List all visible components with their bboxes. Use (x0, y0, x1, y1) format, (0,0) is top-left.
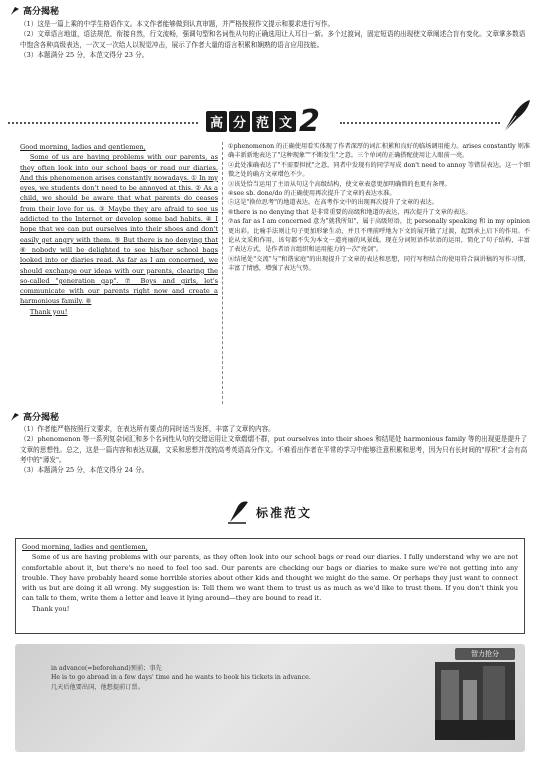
street-photo-icon (435, 662, 515, 740)
quill-pen-icon (500, 98, 532, 134)
essay-1-greeting: Good morning, ladies and gentlemen, (20, 143, 146, 151)
section2-heading-text: 高分揭秘 (23, 413, 60, 423)
note-5: ⑤这是"换位思考"的地道表达。在高考作文中的出现再次提升了文章的表达。 (228, 199, 438, 207)
section1-heading-text: 高分揭秘 (23, 7, 60, 17)
column-divider (222, 142, 223, 404)
section2-para-3: （3）本题满分 25 分，本范文得分 24 分。 (20, 466, 149, 475)
essay-1-body: Some of us are having problems with our parents, as they often look into our school bags or read our diaries. And this phenomenon arises constantly nowadays. ① In my eyes, we students don't need to be annoyed at this. ② As a child, we should be aware that what parents do ceases from their love for us. ③ Maybe they are afraid to see us addicted to the Internet or develop some bad habits. ④ I hope that we can put ourselves into their shoes and don't easily get angry with them. ⑤ But there is no denying that ⑥ nobody will be delighted to see his/her school bags looked into or diaries read. As far as I am concerned, we should exchange our ideas with our parents, clearing the so-called "generation gap". ⑦ Boys and girls, let's communicate with our parents right now and create a harmonious family. ⑧ (20, 153, 218, 306)
vocabulary-badge: 智力抢分 (455, 648, 515, 660)
section1-para-2: （2）文章语言地道，语法规范，衔接自然，行文流畅，强调句型和名词性从句的正确选用让人耳目一新。多个过渡词，固定短语的出现使文章阐述合盲有变化。文章掌多数语中饱含各种高级表达，一次又一次给人以视觉冲击，展示了作者大量的语言积累和娴熟的语言应用技能。 (20, 30, 526, 49)
banner-left-rule (8, 122, 198, 124)
note-7: ⑦as far as I am concerned 意为"就我所知"，属于高级短语，比 personally speaking 和 in my opinion 更出彩。比喻手法则让句子更加形象生动，并且不理前呼地为下文的展开做了过渡，起到承上启下的作用。不论从文采和作用，该句都不失为本文一道亮丽的风景线。现在分词短语作状语的运用，简化了句子结构，丰富了表达方式，是作者语言组织和运用能力的一次"亮剑"。 (228, 218, 530, 254)
banner-high-score-essay (205, 104, 320, 138)
note-8: ⑧结尾处"交流"与"和谐家庭"的出现提升了文章的表达和思想，同行写程结合的使用符合演讲稿的写作习惯，丰富了情感，增强了表达气势。 (228, 255, 530, 273)
note-4: ④see sb. done/do 的正确使用再次提升了文章的表达水准。 (228, 190, 396, 198)
standard-essay-title: 标准范文 (256, 505, 313, 520)
vocabulary-box (15, 644, 525, 752)
feather-icon (10, 6, 20, 16)
section1-para-1: （1）这是一篇上乘的中学生格语作文。本文作者能够做到认真审题，并严格按照作文提示和要求进行写作。 (20, 20, 335, 28)
feather-icon (10, 412, 20, 422)
vocabulary-translation: 几天后他要出国，他想提前订票。 (51, 683, 144, 691)
note-6: ⑥there is no denying that 是非常重要的高级和地道的表达，再次提升了文章的表达。 (228, 208, 472, 216)
banner-right-rule (340, 122, 500, 124)
note-3: ③该处恰当运用了主语从句这个高级结构，使文章表意更加明确简的也更有条理。 (228, 180, 451, 188)
standard-essay-body: Some of us are having problems with our parents, as they often look into our school bags or read our diaries. I fully understand why we are not comfortable about it, but there's no need to feel too sad. Our parents are checking our bags or diaries to make sure we're not getting into any trouble. They have probably heard some horrible stories about other kids and thought we might do the same. Or perhaps they just want to connect with us but are doing it all wrong. My suggestion is: Tell them we want them to trust us as much as we'd like to trust them. If you don't think you can talk to them, write them a letter and leave it lying around—they are bound to read it. (22, 553, 518, 603)
vocabulary-term: in advance(=beforehand)预前；事先 (51, 665, 162, 672)
section2-para-1: （1）作者能严格按照行文要求，在表达所有要点的同时适当发挥，丰富了文章的内容。 (20, 425, 275, 433)
banner-char-1: 高 (206, 111, 227, 132)
standard-essay-box (15, 538, 525, 634)
vocabulary-text (51, 664, 401, 692)
banner-number: 2 (299, 103, 320, 139)
essay-1-closing: Thank you! (29, 307, 68, 316)
banner-char-4: 文 (275, 111, 296, 132)
banner-char-3: 范 (252, 111, 273, 132)
section2-heading (10, 410, 59, 423)
section1-heading (10, 4, 59, 17)
essay-1-notes (228, 142, 530, 274)
section1-body (20, 19, 530, 60)
pen-icon (228, 500, 250, 524)
standard-essay-greeting: Good morning, ladies and gentlemen, (22, 543, 148, 551)
vocabulary-example: He is to go abroad in a few days' time and he wants to book his tickets in advance. (51, 674, 311, 682)
section1-para-3: （3）本题满分 25 分，本范文得分 23 分。 (20, 50, 149, 59)
note-2: ②此处准确表达了"不需要担扰"之意，同者中发现有的同学写成 don't need to annoy 等错误表达。这一个细微之处的确方文章增色不少。 (228, 161, 530, 179)
standard-essay-closing: Thank you! (31, 604, 70, 613)
section2-para-2: （2）phenomenon 等一系列复杂词汇和多个名词性从句的交错运用让文章熠熠不群，put ourselves into their shoes 和结尾处 harmonious family 等的出现更是提升了文章的思想性。总之，这是一篇内容和表达双赢，文采和思想并茂的高考英语高分作文。不难看出作者在平常的学习中能够注意积累和思考，因为只有长时间的"厚积"才会有高考中的"薄发"。 (20, 435, 528, 464)
essay-1 (20, 142, 218, 317)
note-1: ①phenomenon 的正确使用看实体现了作者深厚的词汇积累和良好的临场调用能力。arises constantly 则准确丰新新地表达了"这种现象""不断发生"之意。三个单词的正确搭配使用让人眼前一亮。 (228, 143, 530, 160)
standard-essay-header (228, 500, 312, 524)
banner-char-2: 分 (229, 111, 250, 132)
section2-body (20, 424, 530, 475)
